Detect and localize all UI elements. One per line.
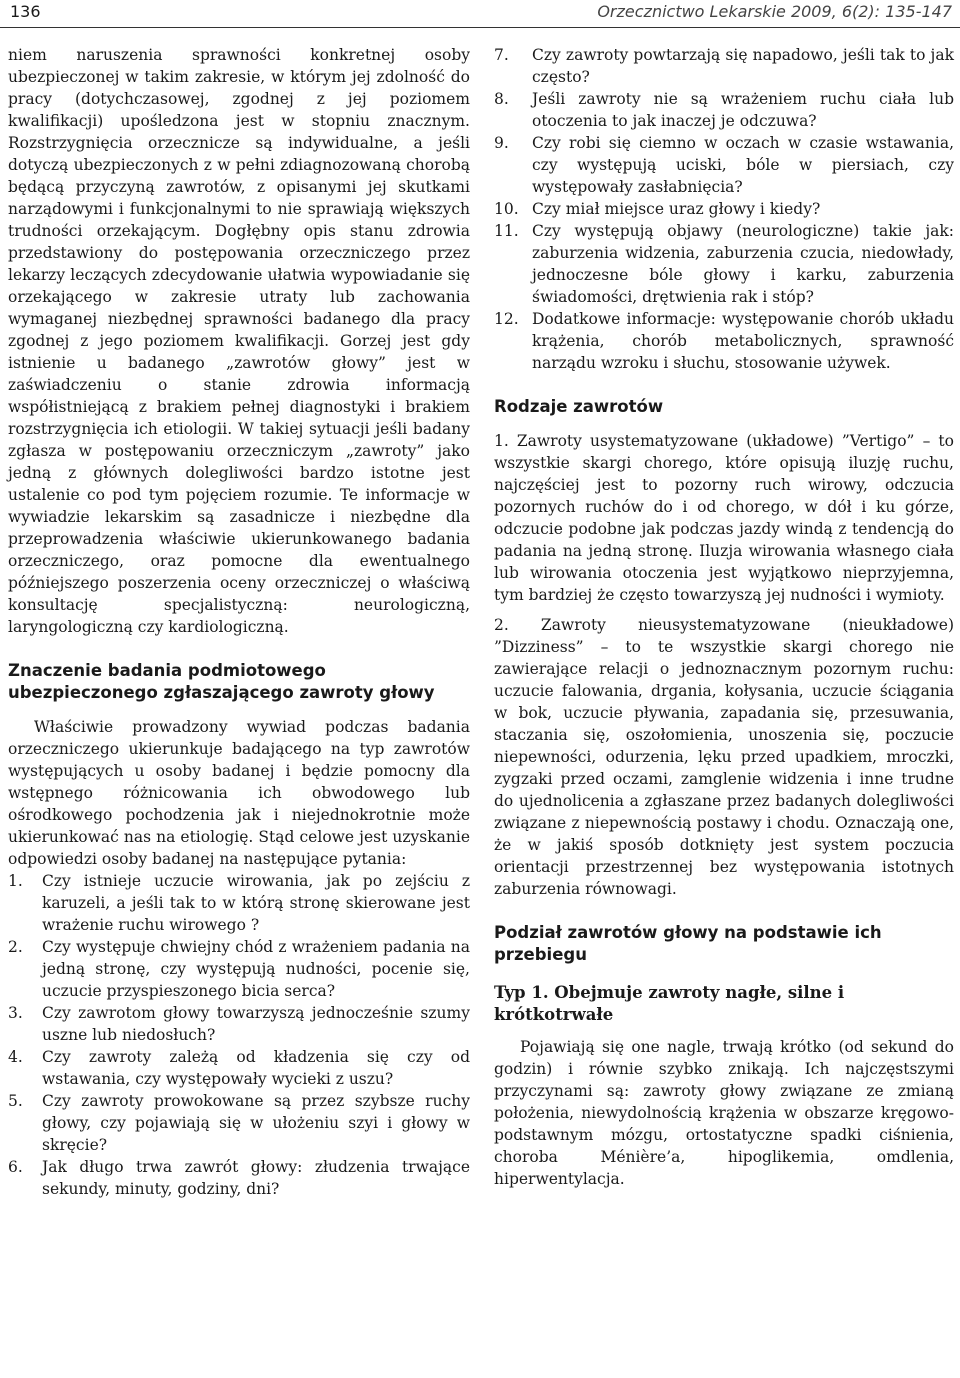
question-number: 9. xyxy=(494,134,509,152)
question-item xyxy=(8,1090,470,1156)
question-text: Czy występuje chwiejny chód z wrażeniem padania na jedną stronę, czy występują nudności, pocenie się, uczucie przyspieszonego bicia serca? xyxy=(42,938,470,1000)
question-item xyxy=(494,44,954,88)
question-number: 11. xyxy=(494,222,519,240)
question-text: Czy zawroty prowokowane są przez szybsze ruchy głowy, czy pojawiają się w ułożeniu szyi i głowy w skręcie? xyxy=(42,1092,470,1154)
question-item xyxy=(8,1156,470,1200)
subsection-heading: Typ 1. Obejmuje zawroty nagłe, silne i krótkotrwałe xyxy=(494,983,845,1024)
body-paragraph: Właściwie prowadzony wywiad podczas badania orzeczniczego ukierunkuje badającego na typ zawrotów występujących u osoby badanej i będzie pomocny dla wstępnego różnicowania ich obwodowego lub ośrodkowego pochodzenia jak i niejednokrotnie może ukierunkować nas na etiologię. Stąd celowe jest uzyskanie odpowiedzi osoby badanej na następujące pytania: xyxy=(8,718,470,868)
right-column xyxy=(494,44,954,1190)
journal-citation: Orzecznictwo Lekarskie 2009, 6(2): 135-147 xyxy=(597,2,952,21)
question-text: Jeśli zawroty nie są wrażeniem ruchu ciała lub otoczenia to jak inaczej je odczuwa? xyxy=(532,90,954,130)
question-item xyxy=(8,1046,470,1090)
question-item xyxy=(8,870,470,936)
question-number: 7. xyxy=(494,46,509,64)
question-text: Czy miał miejsce uraz głowy i kiedy? xyxy=(532,200,821,218)
questions-list-continued xyxy=(494,44,954,374)
question-item xyxy=(8,936,470,1002)
body-paragraph: niem naruszenia sprawności konkretnej osoby ubezpieczonej w takim zakresie, w którym jej zdolność do pracy (dotychczasowej, zgodnej z jej poziomem kwalifikacji) upośledzona jest w stopniu znacznym. Rozstrzygnięcia orzecznicze są indywidualne, a jeśli dotyczą ubezpieczonych z w pełni zdiagnozowaną chorobą będącą przyczyną zawrotów, z opisanymi jej skutkami narządowymi i funkcjonalnymi to nie sprawiają większych trudności orzekającym. Dogłębny opis stanu zdrowia przedstawiony do postępowania orzeczniczego przez lekarzy leczących zdecydowanie ułatwia wypowiadanie się orzekającego w zakresie utraty lub zachowania wymaganej niezbędnej sprawności badanego dla pracy zgodnej z jego poziomem kwalifikacji. Gorzej jest gdy istnienie u badanego „zawrotów głowy” jest w zaświadczeniu o stanie zdrowia informacją współistniejącą z brakiem pełnej diagnostyki i brakiem rozstrzygnięcia ich etiologii. W takiej sytuacji jeśli badany zgłasza w postępowaniu orzeczniczym „zawroty” jako jedną z głównych dolegliwości bardzo istotne jest ustalenie co pod tym pojęciem rozumie. Te informacje w wywiadzie lekarskim są zasadnicze i niezbędne dla przeprowadzenia właściwie ukierunkowanego badania orzeczniczego, oraz pomocne dla ewentualnego późniejszego poszerzenia oceny orzeczniczej o właściwą konsultację specjalistyczną: neurologiczną, laryngologiczną czy kardiologiczną. xyxy=(8,46,470,636)
question-number: 10. xyxy=(494,200,519,218)
section-heading: Znaczenie badania podmiotowego ubezpieczonego zgłaszającego zawroty głowy xyxy=(8,661,435,702)
question-text: Dodatkowe informacje: występowanie chorób układu krążenia, chorób metabolicznych, sprawność narządu wzroku i słuchu, stosowanie używek. xyxy=(532,310,954,372)
left-column xyxy=(8,44,470,1200)
question-text: Czy robi się ciemno w oczach w czasie wstawania, czy występują uciski, bóle w piersiach, czy występowały zasłabnięcia? xyxy=(532,134,954,196)
body-paragraph: 2. Zawroty nieusystematyzowane (nieukładowe) ”Dizziness” – to te wszystkie skargi chorego nie zawierające relacji o jednoznacznym pozornym ruchu: uczucie falowania, drgania, kołysania, uczucie ściągania w bok, uczucie pływania, zapadania się, przesuwania, staczania się, oszołomienia, unoszenia się, poczucie niepewności, odurzenia, lęku przed upadkiem, mroczki, zygzaki przed oczami, zamglenie widzenia i inne trudne do ujednolicenia a zgłaszane przez badanych dolegliwości związane z niepewnością postawy i chodu. Oznaczają one, że w jakiś sposób dotknięty jest system poczucia orientacji przestrzennej bez występowania istotnych zaburzenia równowagi. xyxy=(494,616,954,898)
questions-list xyxy=(8,870,470,1200)
question-number: 2. xyxy=(8,938,23,956)
question-number: 5. xyxy=(8,1092,23,1110)
question-number: 3. xyxy=(8,1004,23,1022)
question-item xyxy=(494,198,954,220)
body-paragraph: 1. Zawroty usystematyzowane (układowe) ”Vertigo” – to wszystkie skargi chorego, które opisują iluzję ruchu, najczęściej jest to pozorny ruch wirowy, odczucia pozornych ruchów do i od chorego, w dół i ku górze, odczucie podobne jak podczas jazdy windą z tendencją do padania na jedną stronę. Iluzja wirowania własnego ciała lub wirowania otoczenia jest wyjątkowo nieprzyjemna, tym bardziej że często towarzyszą jej nudności i wymioty. xyxy=(494,432,954,604)
question-text: Czy zawroty powtarzają się napadowo, jeśli tak to jak często? xyxy=(532,46,954,86)
running-header xyxy=(0,0,960,30)
question-number: 8. xyxy=(494,90,509,108)
question-number: 6. xyxy=(8,1158,23,1176)
section-heading: Rodzaje zawrotów xyxy=(494,397,664,416)
page-number: 136 xyxy=(10,2,41,21)
question-item xyxy=(494,88,954,132)
question-number: 4. xyxy=(8,1048,23,1066)
question-item xyxy=(494,308,954,374)
question-text: Czy zawrotom głowy towarzyszą jednocześnie szumy uszne lub niedosłuch? xyxy=(42,1004,470,1044)
question-text: Czy występują objawy (neurologiczne) takie jak: zaburzenia widzenia, zaburzenia czucia, niedowłady, jednoczesne bóle głowy i karku, zaburzenia świadomości, drętwienia rak i stóp? xyxy=(532,222,954,306)
question-number: 1. xyxy=(8,872,23,890)
question-item xyxy=(8,1002,470,1046)
question-text: Jak długo trwa zawrót głowy: złudzenia trwające sekundy, minuty, godziny, dni? xyxy=(42,1158,470,1198)
header-rule xyxy=(0,27,960,28)
question-item xyxy=(494,132,954,198)
question-text: Czy istnieje uczucie wirowania, jak po zejściu z karuzeli, a jeśli tak to w którą stronę skierowane jest wrażenie ruchu wirowego ? xyxy=(42,872,470,934)
section-heading: Podział zawrotów głowy na podstawie ich przebiegu xyxy=(494,923,882,964)
body-paragraph: Pojawiają się one nagle, trwają krótko (od sekund do godzin) i równie szybko znikają. Ich najczęstszymi przyczynami są: zawroty głowy związane ze zmianą położenia, niewydolnością krążenia w obszarze kręgowo-podstawnym mózgu, ortostatyczne spadki ciśnienia, choroba Ménière’a, hipoglikemia, omdlenia, hiperwentylacja. xyxy=(494,1038,954,1188)
question-text: Czy zawroty zależą od kładzenia się czy od wstawania, czy występowały wycieki z uszu? xyxy=(42,1048,470,1088)
question-number: 12. xyxy=(494,310,519,328)
question-item xyxy=(494,220,954,308)
